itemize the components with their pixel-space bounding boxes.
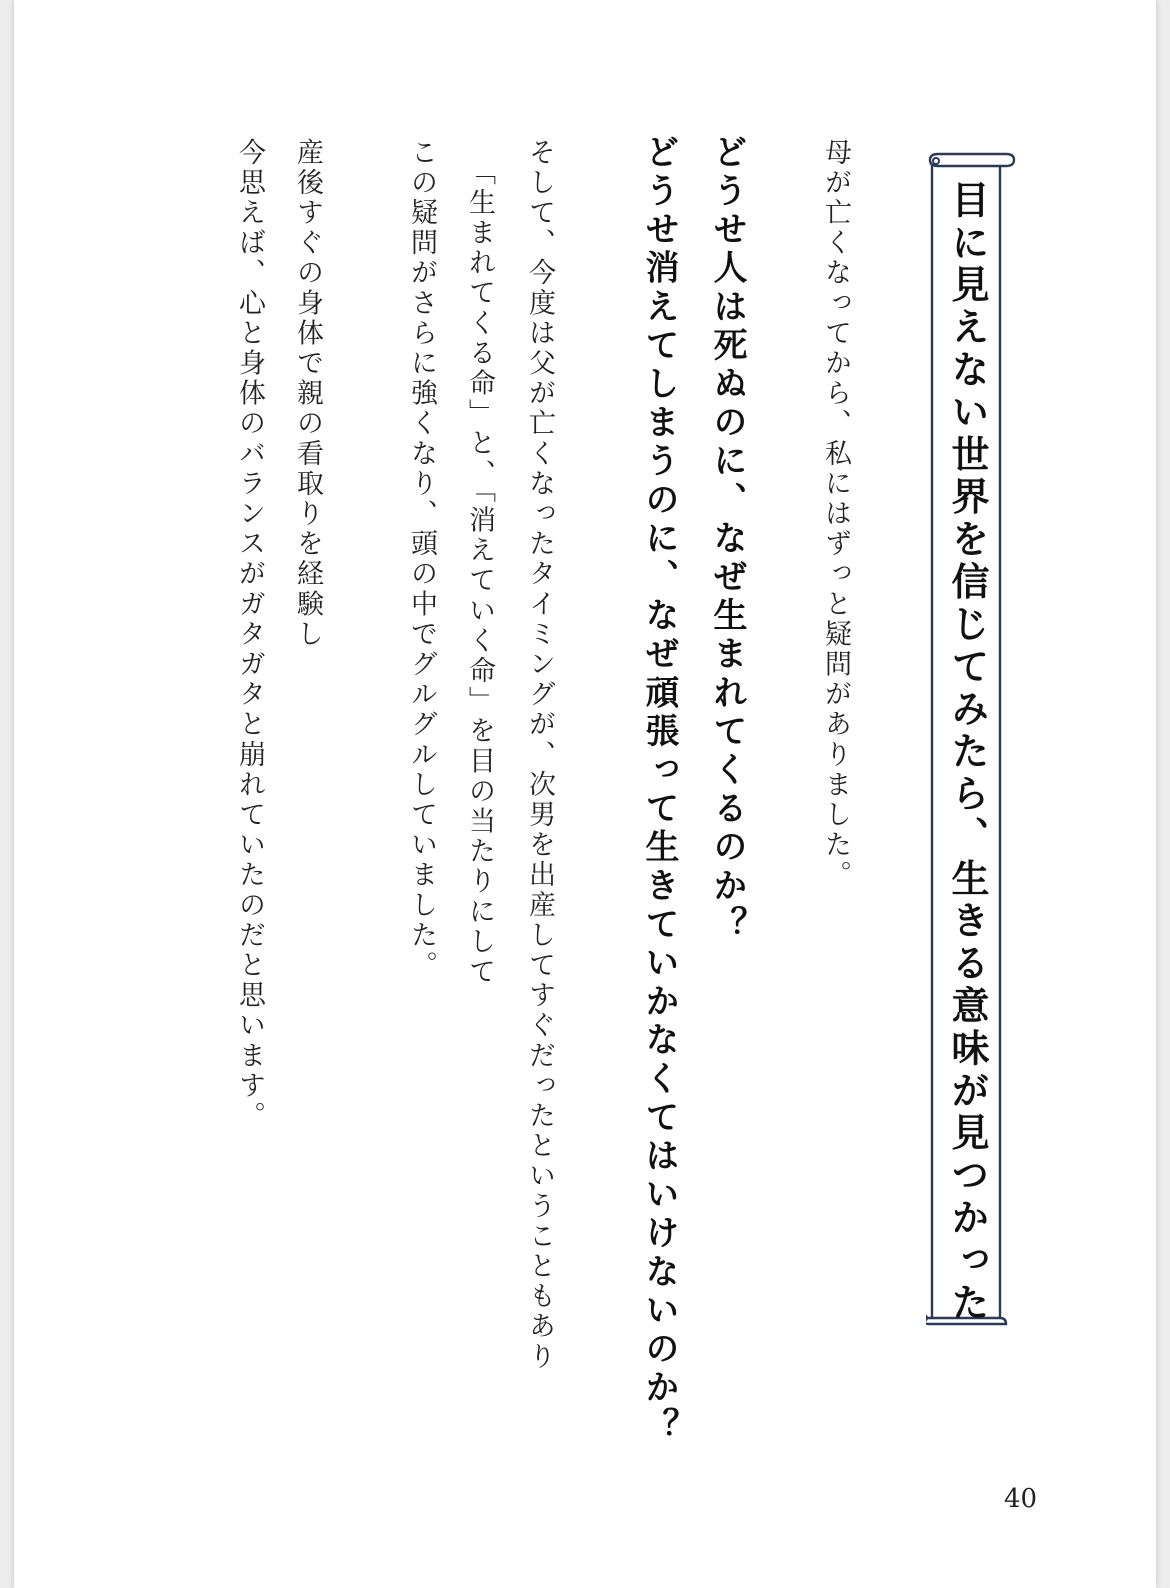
emphasized-question-1: どうせ人は死ぬのに、なぜ生まれてくるのか？ <box>707 134 747 945</box>
paragraph-5: 産後すぐの身体で親の看取りを経験し <box>292 138 323 650</box>
page-number: 40 <box>1004 1484 1038 1514</box>
emphasized-question-2: どうせ消えてしまうのに、なぜ頑張って生きていかなくてはいけないのか？ <box>639 134 679 1447</box>
paragraph-1: 母が亡くなってから、私にはずっと疑問がありました。 <box>820 138 851 891</box>
paragraph-2: そして、今度は父が亡くなったタイミングが、次男を出産してすぐだったということもあり <box>524 138 555 1373</box>
paragraph-4: この疑問がさらに強くなり、頭の中でグルグルしていました。 <box>406 138 437 981</box>
title-scroll-banner <box>926 152 1022 1342</box>
page-title: 目に見えない世界を信じてみたら、生きる意味が見つかった <box>945 180 989 1325</box>
paragraph-6: 今思えば、心と身体のバランスがガタガタと崩れていたのだと思います。 <box>234 138 265 1132</box>
book-page <box>14 0 1156 1588</box>
paragraph-3: 「生まれてくる命」と、「消えていく命」を目の当たりにして <box>464 158 495 988</box>
